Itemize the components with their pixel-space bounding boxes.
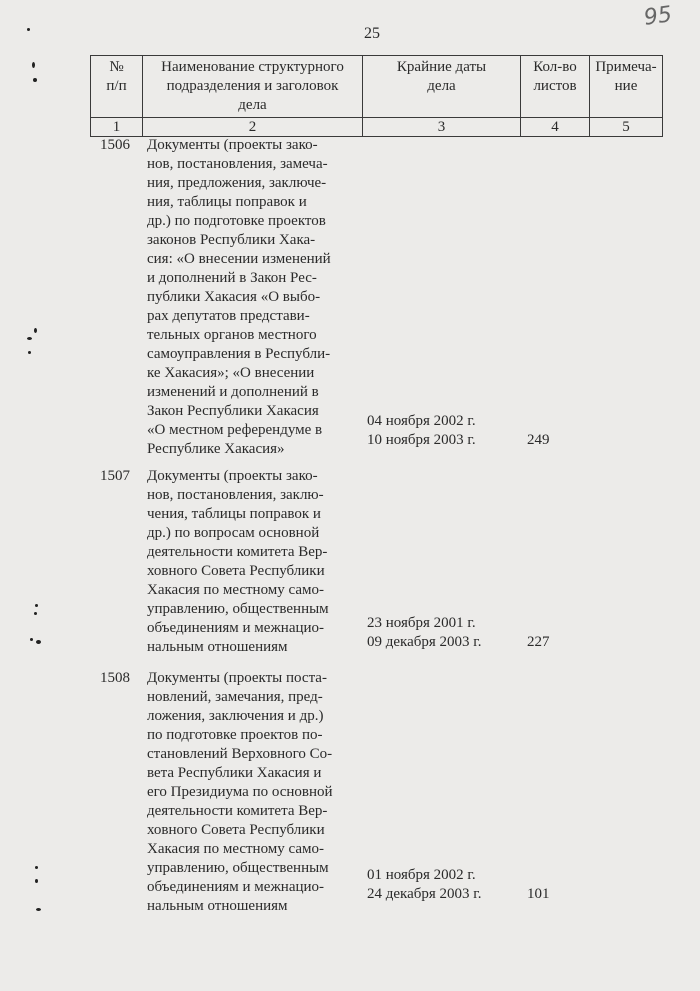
column-number: 5 [590, 118, 663, 137]
header-title [143, 56, 363, 118]
header-dates [363, 56, 521, 118]
row-title: Документы (проекты поста- новлений, замечания, пред- ложения, заключения и др.) по подготовке проектов по- становлений Верховного Со- вета Республики Хакасия и его Президиума по основной деятельности комитета Вер- ховного Совета Республики Хакасия по местному само- управлению, общественным объединениям и межнацио- нальным отношениям [147, 670, 333, 914]
column-number: 2 [143, 118, 363, 137]
scan-speck [27, 28, 30, 31]
column-number-row [91, 118, 663, 137]
scan-speck [33, 78, 37, 82]
row-dates: 01 ноября 2002 г. 24 декабря 2003 г. [367, 867, 482, 902]
header-sheets-text: Кол-во листов [533, 59, 577, 94]
header-dates-text: Крайние даты дела [396, 59, 487, 94]
header-notes [590, 56, 663, 118]
header-row [91, 56, 663, 118]
row-sheets: 249 [527, 432, 550, 448]
row-dates: 04 ноября 2002 г. 10 ноября 2003 г. [367, 413, 476, 448]
row-title: Документы (проекты зако- нов, постановления, заклю- чения, таблицы поправок и др.) по вопросам основной деятельности комитета Вер- ховного Совета Республики Хакасия по местному само- управлению, общественным объединениям и межнацио- нальным отношениям [147, 468, 329, 655]
scan-speck [35, 866, 38, 869]
header-notes-text: Примеча- ние [595, 59, 657, 94]
row-number: 1506 [100, 137, 130, 153]
header-title-text: Наименование структурного подразделения и заголовок дела [161, 59, 344, 113]
row-sheets: 101 [527, 886, 550, 902]
row-number: 1508 [100, 670, 130, 686]
inventory-table-header [90, 55, 663, 137]
scan-speck [34, 612, 37, 615]
scan-speck [28, 351, 31, 354]
column-number: 1 [91, 118, 143, 137]
column-number: 4 [521, 118, 590, 137]
scan-speck [30, 638, 33, 641]
column-number: 3 [363, 118, 521, 137]
scan-speck [35, 604, 38, 607]
row-sheets: 227 [527, 634, 550, 650]
header-sheets [521, 56, 590, 118]
row-dates: 23 ноября 2001 г. 09 декабря 2003 г. [367, 615, 482, 650]
scan-speck [36, 640, 41, 644]
scan-speck [36, 908, 41, 911]
row-number: 1507 [100, 468, 130, 484]
header-number [91, 56, 143, 118]
page-number: 25 [364, 25, 380, 42]
scan-speck [35, 879, 38, 883]
row-title: Документы (проекты зако- нов, постановления, замеча- ния, предложения, заключе- ния, таблицы поправок и др.) по подготовке проектов законов Республики Хака- сия: «О внесении изменений и дополнений в Закон Рес- публики Хакасия «О выбо- рах депутатов представи- тельных органов местного самоуправления в Республи- ке Хакасия»; «О внесении изменений и дополнений в Закон Республики Хакасия «О местном референдуме в Республике Хакасия» [147, 137, 331, 457]
scan-speck [32, 62, 35, 68]
scan-speck [27, 337, 32, 340]
archive-sheet-mark: 95 [642, 2, 674, 31]
header-number-text: № п/п [106, 59, 127, 94]
scan-speck [34, 328, 37, 333]
